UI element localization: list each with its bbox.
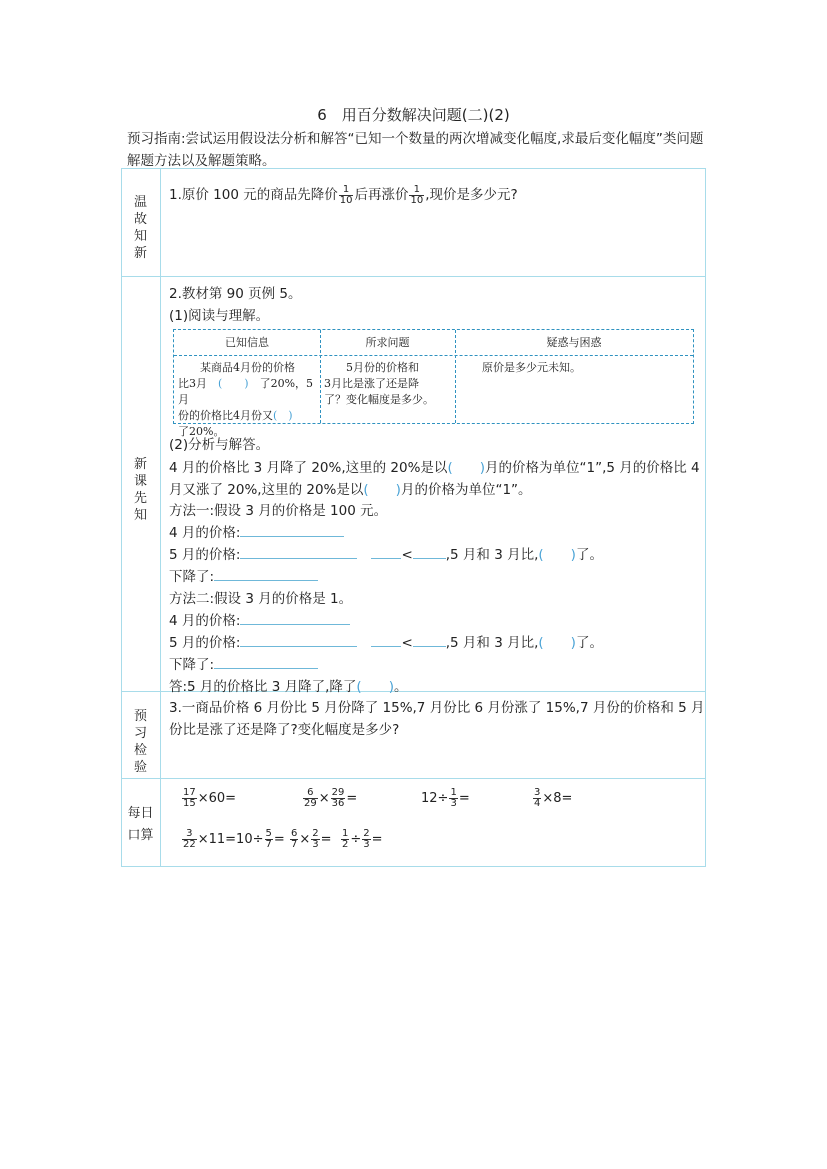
read-heading: (1)阅读与理解。	[169, 308, 270, 324]
calc-2: $\frac{6}{29}$ × $\frac{29}{36}$ =	[304, 787, 358, 809]
row-line	[174, 355, 693, 356]
method-1: 方法一:假设 3 月的价格是 100 元。	[169, 503, 388, 519]
header-asked: 所求问题	[365, 336, 410, 349]
calc-7: $\frac{1}{2}$ ÷ $\frac{2}{3}$ =	[342, 828, 383, 850]
drop-2: 下降了:	[169, 653, 318, 673]
answer-blank[interactable]	[240, 633, 357, 647]
april-price-1: 4 月的价格:	[169, 521, 344, 541]
fraction: $\frac{1}{10}$	[410, 183, 424, 206]
cell-doubts: 原价是多少元未知。	[460, 361, 581, 374]
analysis-line-2: 月又涨了 20%,这里的 20%是以( )月的价格为单位“1”。	[169, 482, 532, 498]
row-line	[121, 168, 706, 169]
calc-1: $\frac{17}{15}$ ×60=	[183, 787, 237, 809]
answer-blank[interactable]	[214, 655, 318, 669]
cell-known: 某商品4月份的价格 比3月 ( ) 了20%，5月 份的价格比4月份又( ) 了20%。	[178, 361, 314, 438]
header-doubts: 疑惑与困惑	[546, 336, 602, 349]
header-known: 已知信息	[225, 336, 269, 349]
drop-1: 下降了:	[169, 565, 318, 585]
answer-blank[interactable]	[371, 545, 401, 559]
row-line	[121, 276, 706, 277]
answer-blank[interactable]	[240, 523, 344, 537]
calc-3: 12÷ $\frac{1}{3}$ =	[421, 787, 470, 809]
row-line	[121, 778, 706, 779]
q1-text-b: 后再涨价	[354, 187, 409, 203]
example-intro: 2.教材第 90 页例 5。	[169, 286, 302, 302]
answer-blank[interactable]	[371, 633, 401, 647]
method-2: 方法二:假设 3 月的价格是 1。	[169, 591, 353, 607]
answer-blank[interactable]	[240, 545, 357, 559]
section-label-check: 预习检验	[134, 709, 148, 775]
worksheet-table	[121, 168, 706, 867]
question-3-line-2: 份比是涨了还是降了?变化幅度是多少?	[169, 722, 400, 738]
answer-blank[interactable]	[240, 611, 350, 625]
analysis-line-1: 4 月的价格比 3 月降了 20%,这里的 20%是以( )月的价格为单位“1”,5 月的价格比 4	[169, 460, 700, 476]
info-table	[173, 329, 694, 438]
analyze-heading: (2)分析与解答。	[169, 437, 270, 453]
section-label-review: 温故知新	[134, 195, 148, 261]
col-line	[160, 168, 161, 867]
calc-5: $\frac{3}{22}$ ×11=10÷ $\frac{5}{7}$ =	[183, 828, 285, 850]
answer-blank[interactable]	[413, 633, 446, 647]
calc-4: $\frac{3}{4}$ ×8=	[534, 787, 573, 809]
page-title: 6 用百分数解决问题(二)(2)	[317, 106, 510, 124]
answer-line: 答:5 月的价格比 3 月降了,降了( )。	[169, 679, 408, 695]
col-line	[705, 168, 706, 867]
section-label-mental-math: 每日口算	[127, 806, 154, 843]
fraction: $\frac{1}{10}$	[339, 183, 353, 206]
q1-text-c: ,现价是多少元?	[425, 187, 518, 203]
section-label-new-lesson: 新课先知	[134, 457, 148, 523]
answer-blank[interactable]	[214, 567, 318, 581]
may-price-2: 5 月的价格: < ,5 月和 3 月比,( )了。	[169, 635, 603, 651]
question-3-line-1: 3.一商品价格 6 月份比 5 月份降了 15%,7 月份比 6 月份涨了 15%,7 月份的价格和 5 月	[169, 700, 705, 716]
row-line	[121, 866, 706, 867]
answer-blank[interactable]	[413, 545, 446, 559]
preview-guide: 预习指南:尝试运用假设法分析和解答“已知一个数量的两次增减变化幅度,求最后变化幅度”类问题解题方法以及解题策略。	[127, 131, 704, 169]
q1-text-a: 1.原价 100 元的商品先降价	[169, 187, 338, 203]
april-price-2: 4 月的价格:	[169, 609, 350, 629]
may-price-1: 5 月的价格: < ,5 月和 3 月比,( )了。	[169, 547, 603, 563]
calc-6: $\frac{6}{7}$ × $\frac{2}{3}$ =	[291, 828, 332, 850]
question-1	[169, 183, 518, 206]
cell-asked: 5月份的价格和 3月比是涨了还是降 了？变化幅度是多少。	[324, 361, 434, 406]
